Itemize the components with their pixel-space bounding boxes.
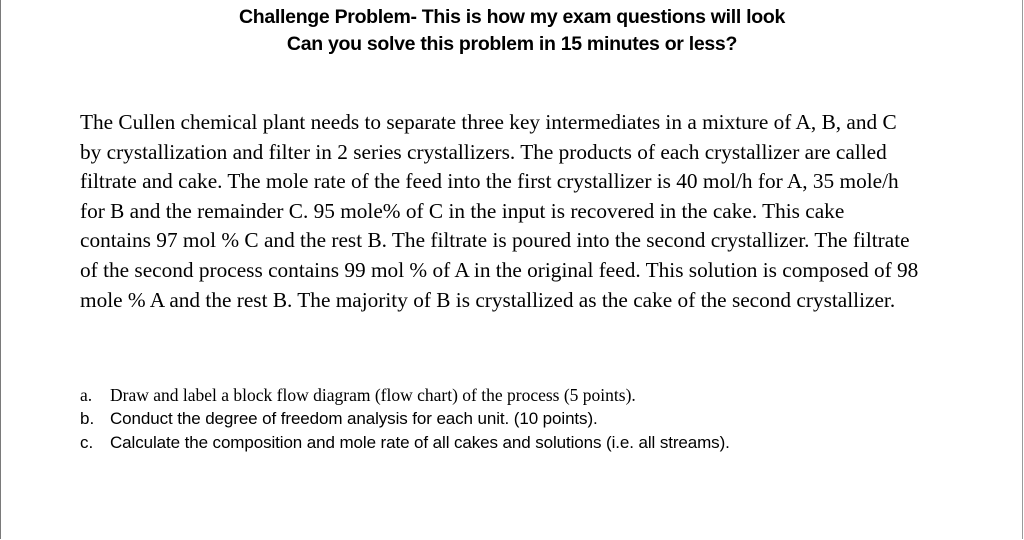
problem-line: mole % A and the rest B. The majority of B is crystallized as the cake of the second crystallizer. xyxy=(80,287,896,312)
question-text: Conduct the degree of freedom analysis for each unit. (10 points). xyxy=(110,409,598,428)
header-subtitle: Can you solve this problem in 15 minutes or less? xyxy=(286,33,738,55)
question-list xyxy=(80,383,1000,455)
problem-statement xyxy=(80,108,1000,315)
page-header xyxy=(0,4,1024,58)
question-marker: c. xyxy=(80,433,94,452)
question-marker: b. xyxy=(80,409,95,428)
problem-line: for B and the remainder C. 95 mole% of C in the input is recovered in the cake. This cake xyxy=(80,198,845,223)
question-text: Draw and label a block flow diagram (flow chart) of the process (5 points). xyxy=(110,385,636,405)
header-title: Challenge Problem- This is how my exam questions will look xyxy=(238,6,786,28)
question-marker: a. xyxy=(80,385,93,405)
problem-line: filtrate and cake. The mole rate of the feed into the first crystallizer is 40 mol/h for A, 35 mole/h xyxy=(80,169,899,194)
question-item-c xyxy=(80,431,1000,455)
question-item-a xyxy=(80,383,1000,407)
problem-line: by crystallization and filter in 2 series crystallizers. The products of each crystallizer are called xyxy=(80,139,887,164)
problem-line: of the second process contains 99 mol % of A in the original feed. This solution is composed of 98 xyxy=(80,257,919,282)
problem-line: The Cullen chemical plant needs to separate three key intermediates in a mixture of A, B, and C xyxy=(80,110,897,134)
question-item-b xyxy=(80,407,1000,431)
problem-line: contains 97 mol % C and the rest B. The filtrate is poured into the second crystallizer. The filtrate xyxy=(80,228,910,253)
question-text: Calculate the composition and mole rate of all cakes and solutions (i.e. all streams). xyxy=(110,433,730,452)
